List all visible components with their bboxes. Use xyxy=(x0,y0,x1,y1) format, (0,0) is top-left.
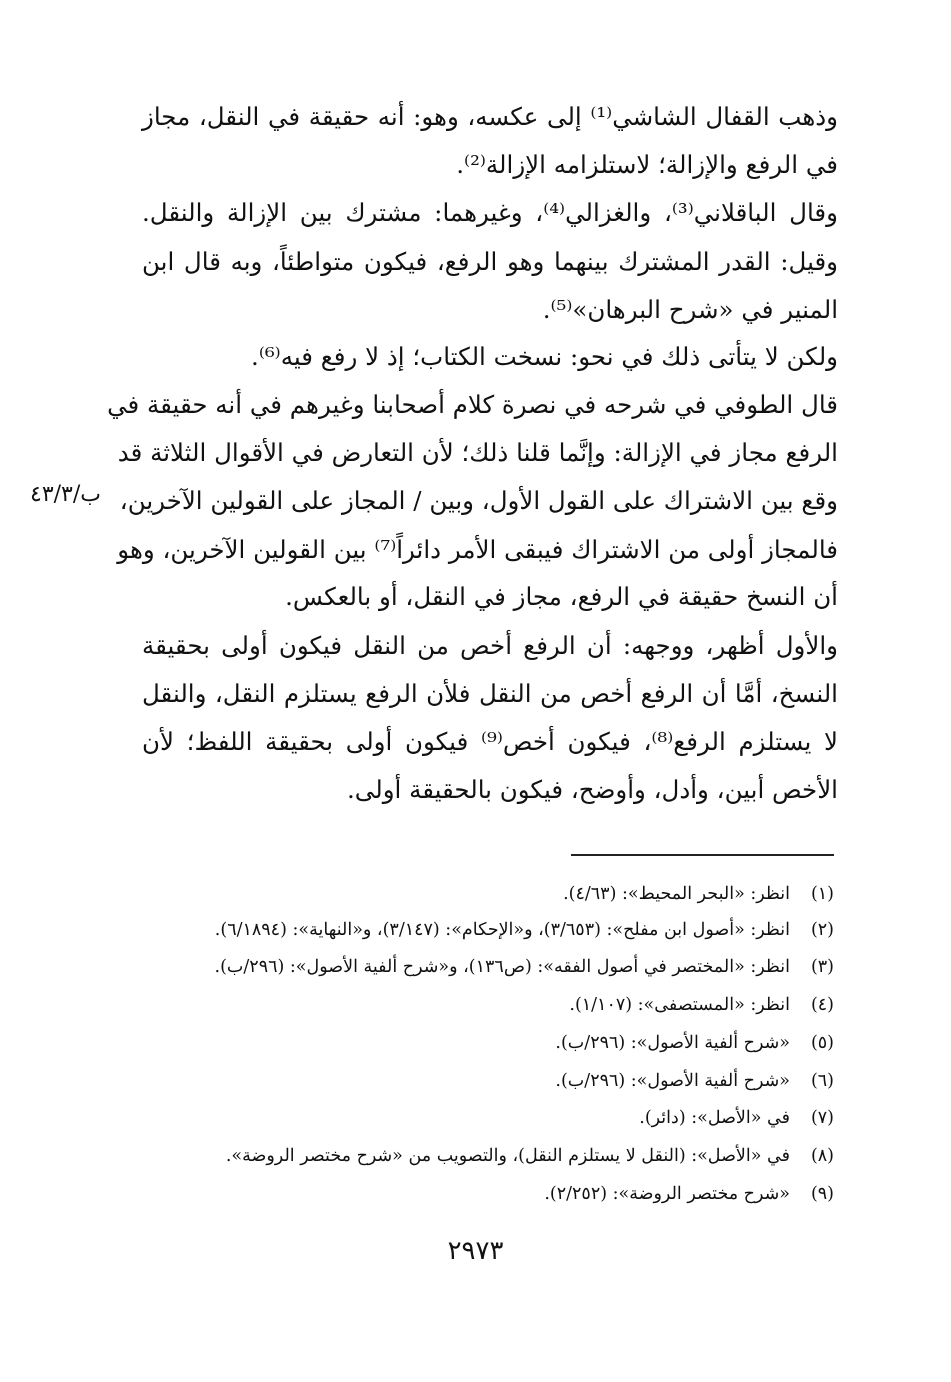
footnote-item xyxy=(544,1181,834,1207)
text-line: قال الطوفي في شرحه في نصرة كلام أصحابنا وغيرهم في أنه حقيقة في xyxy=(107,390,838,419)
text-line: أن النسخ حقيقة في الرفع، مجاز في النقل، أو بالعكس. xyxy=(285,582,838,611)
footnote-item xyxy=(563,881,834,907)
text-line: وقع بين الاشتراك على القول الأول، وبين / المجاز على القولين الآخرين، xyxy=(119,486,838,515)
footnote-item xyxy=(555,1030,834,1056)
footnote-number: (٣) xyxy=(810,957,834,977)
footnote-text: في «الأصل»: (النقل لا يستلزم النقل)، والتصويب من «شرح مختصر الروضة». xyxy=(225,1146,790,1166)
text-line: لا يستلزم الرفع⁽⁸⁾، فيكون أخص⁽⁹⁾ فيكون أولى بحقيقة اللفظ؛ لأن xyxy=(142,727,839,756)
footnote-text: «شرح مختصر الروضة»: (٢/٢٥٢). xyxy=(544,1184,790,1204)
footnote-text: في «الأصل»: (دائر). xyxy=(639,1108,790,1128)
footnote-number: (٩) xyxy=(810,1184,834,1204)
text-line: وذهب القفال الشاشي⁽¹⁾ إلى عكسه، وهو: أنه حقيقة في النقل، مجاز xyxy=(142,102,838,131)
text-line: والأول أظهر، ووجهه: أن الرفع أخص من النقل فيكون أولى بحقيقة xyxy=(142,631,838,660)
text-line: في الرفع والإزالة؛ لاستلزامه الإزالة⁽²⁾. xyxy=(456,150,838,179)
text-line: الأخص أبين، وأدل، وأوضح، فيكون بالحقيقة أولى. xyxy=(347,775,838,804)
footnote-text: انظر: «البحر المحيط»: (٤/٦٣). xyxy=(563,884,790,904)
page-number: ٢٩٧٣ xyxy=(447,1236,504,1266)
text-line: وقال الباقلاني⁽³⁾، والغزالي⁽⁴⁾، وغيرهما: مشترك بين الإزالة والنقل. xyxy=(142,198,838,227)
footnote-number: (٦) xyxy=(810,1071,834,1091)
footnote-number: (١) xyxy=(810,884,834,904)
footnote-text: «شرح ألفية الأصول»: (٢٩٦/ب). xyxy=(555,1033,790,1053)
footnote-text: انظر: «المستصفى»: (١/١٠٧). xyxy=(569,995,790,1015)
footnote-item xyxy=(226,1143,834,1169)
footnote-number: (٨) xyxy=(810,1146,834,1166)
footnote-number: (٢) xyxy=(810,920,834,940)
footnote-item xyxy=(215,954,834,980)
footnote-text: انظر: «أصول ابن مفلح»: (٣/٦٥٣)، و«الإحكام»: (٣/١٤٧)، و«النهاية»: (٦/١٨٩٤). xyxy=(214,920,790,940)
text-line: ولكن لا يتأتى ذلك في نحو: نسخت الكتاب؛ إذ لا رفع فيه⁽⁶⁾. xyxy=(251,342,838,371)
footnote-item xyxy=(639,1105,834,1131)
text-line: النسخ، أمَّا أن الرفع أخص من النقل فلأن الرفع يستلزم النقل، والنقل xyxy=(142,679,838,708)
footnote-number: (٥) xyxy=(810,1033,834,1053)
text-line: الرفع مجاز في الإزالة: وإنَّما قلنا ذلك؛ لأن التعارض في الأقوال الثلاثة قد xyxy=(117,438,838,467)
footnote-item xyxy=(569,992,834,1018)
footnote-text: انظر: «المختصر في أصول الفقه»: (ص١٣٦)، و«شرح ألفية الأصول»: (٢٩٦/ب). xyxy=(214,957,790,977)
text-line: المنير في «شرح البرهان»⁽⁵⁾. xyxy=(542,295,838,324)
footnote-item xyxy=(555,1068,834,1094)
margin-note: ب/٤٣/٣ xyxy=(30,482,101,507)
footnote-number: (٤) xyxy=(810,995,834,1015)
text-line: وقيل: القدر المشترك بينهما وهو الرفع، فيكون متواطئاً، وبه قال ابن xyxy=(142,247,838,276)
footnote-item xyxy=(215,917,834,943)
footnote-number: (٧) xyxy=(810,1108,834,1128)
text-line: فالمجاز أولى من الاشتراك فيبقى الأمر دائراً⁽⁷⁾ بين القولين الآخرين، وهو xyxy=(117,535,838,564)
footnote-text: «شرح ألفية الأصول»: (٢٩٦/ب). xyxy=(555,1071,790,1091)
footnote-divider xyxy=(571,854,834,856)
